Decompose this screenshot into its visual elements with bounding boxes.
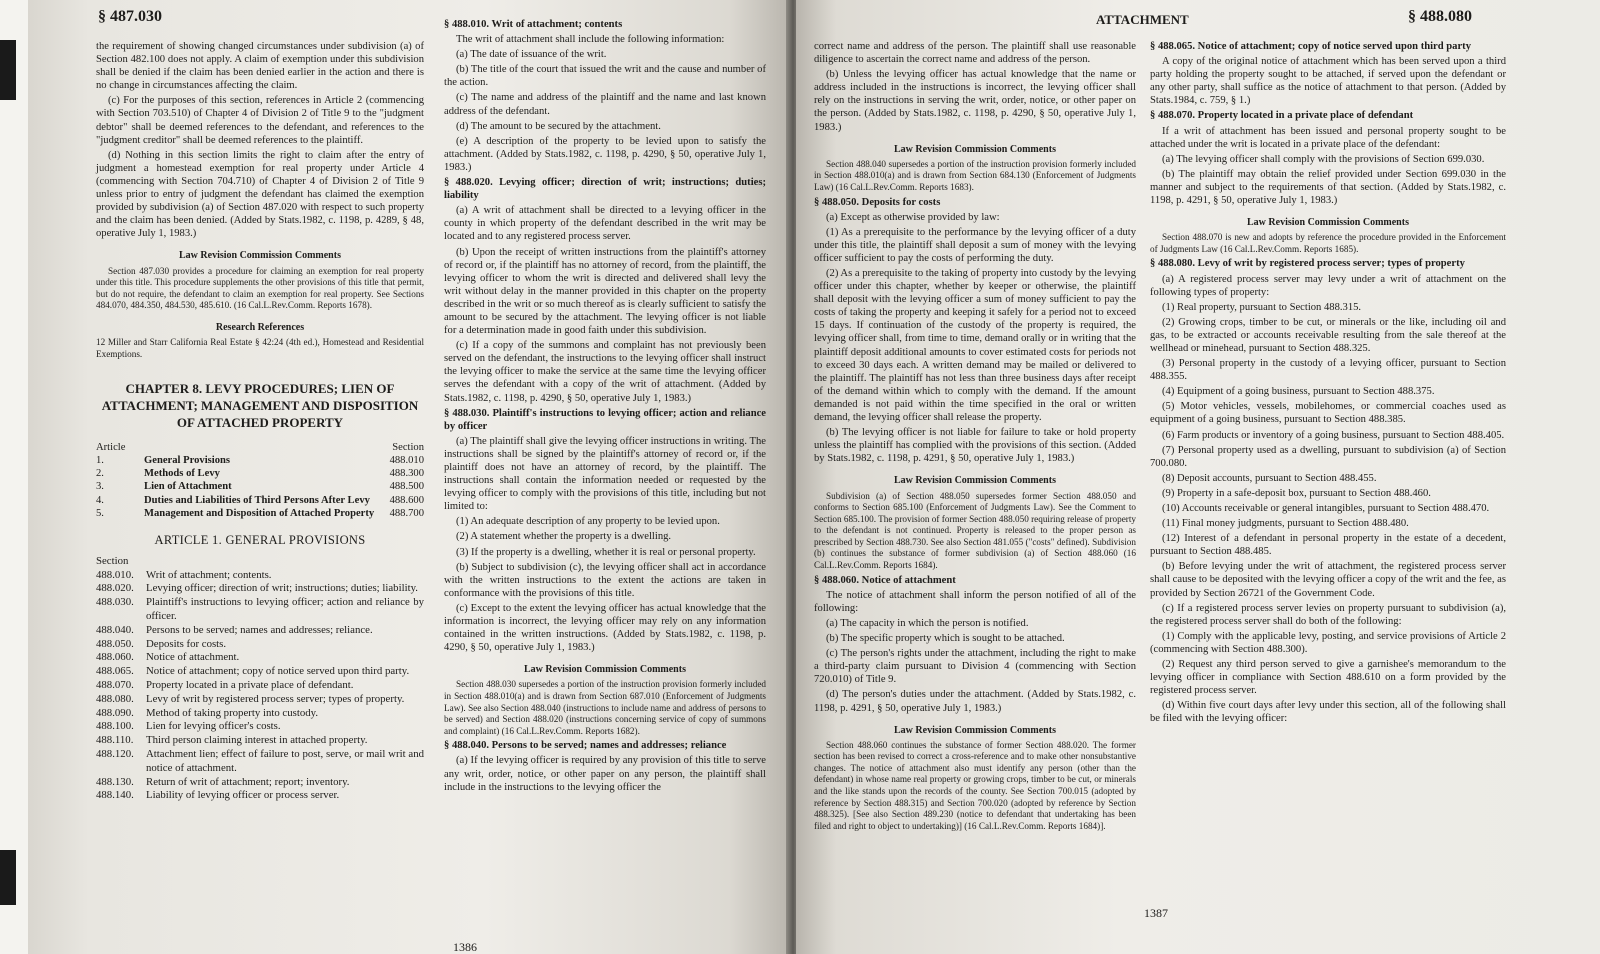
section-list-label: Section <box>96 554 129 567</box>
paragraph: (b) Upon the receipt of written instructions from the plaintiff's attorney of record or, if the plaintiff has no attorney of record, from the plaintiff, the levying officer to whom the writ is directed and delivered shall levy the writ without delay in the manner provided in this chapter on the property described in the writ or so much thereof as is clearly sufficient to satisfy the amount to be secured by the attachment. The levying officer is not liable for a determination made in good faith under this subdivision. <box>444 246 766 337</box>
section-heading: § 488.040. Persons to be served; names and addresses; reliance <box>444 740 727 752</box>
list-item: (e) A description of the property to be levied upon to satisfy the attachment. (Added by Stats.1982, c. 1198, p. 4290, § 50, operative July 1, 1983.) <box>444 135 766 173</box>
paragraph: (a) The plaintiff shall give the levying officer instructions in writing. The instructions shall be signed by the plaintiff's attorney of record or, if the plaintiff does not have an attorney of record, by the plaintiff. The instructions shall contain the information needed or requested by the levying officer to comply with the provisions of this title, including but not limited to: <box>444 435 766 513</box>
toc-article-label: Article <box>96 442 126 454</box>
left-column-2 <box>444 18 766 796</box>
index-tab <box>0 850 16 905</box>
list-item: (3) If the property is a dwelling, whether it is real or personal property. <box>456 546 756 558</box>
list-item: (3) Personal property in the custody of a levying officer, pursuant to Section 488.355. <box>1150 358 1506 383</box>
section-heading: § 488.030. Plaintiff's instructions to levying officer; action and reliance by officer <box>444 407 766 432</box>
section-list-item: 488.065. Notice of attachment; copy of notice served upon third party. <box>96 665 410 678</box>
paragraph: (c) If a registered process server levies on property pursuant to subdivision (a), the registered process server shall do both of the following: <box>1150 602 1506 627</box>
chapter-contents <box>96 441 424 520</box>
list-item: (4) Equipment of a going business, pursuant to Section 488.375. <box>1162 386 1435 398</box>
list-item: (b) The plaintiff may obtain the relief provided under Section 699.030 in the manner and subject to the requirements of that section. (Added by Stats.1982, c. 1198, p. 4291, § 50, operative July 1, 1983.) <box>1150 168 1506 207</box>
list-item: (a) The levying officer shall comply with the provisions of Section 699.030. <box>1162 153 1485 165</box>
list-item: (2) Request any third person served to give a garnishee's memorandum to the levying officer in compliance with Section 488.610 on a form provided by the registered process server. <box>1150 659 1506 697</box>
list-item: (11) Final money judgments, pursuant to Section 488.480. <box>1162 518 1409 530</box>
list-item: (8) Deposit accounts, pursuant to Section 488.455. <box>1162 472 1377 484</box>
comment-text: Subdivision (a) of Section 488.050 supersedes former Section 488.050 and conforms to Section 685.100 (Enforcement of Judgments Law). See the Comment to Section 685.100. The provision of former Section 488.050 requiring release of property to the defendant is not continued. Property is released to the proper person as prescribed by Section 488.730. See also Section 481.055 ("costs" defined). Subdivision (b) continues the substance of former subdivision (a) of Section 488.060 (16 Cal.L.Rev.Comm. Reports 1684). <box>814 490 1136 571</box>
paragraph: The notice of attachment shall inform the person notified of all of the following: <box>814 589 1136 614</box>
comment-heading: Law Revision Commission Comments <box>894 475 1056 487</box>
section-heading: § 488.050. Deposits for costs <box>814 196 941 208</box>
list-item: (2) Growing crops, timber to be cut, or minerals or the like, including oil and gas, to be extracted or accounts receivable resulting from the sale thereof at the wellhead or minehead, pursuant to Section 488.325. <box>1150 316 1506 354</box>
list-item: (d) The amount to be secured by the attachment. <box>456 120 661 132</box>
running-head: § 487.030 <box>98 8 162 25</box>
section-heading: § 488.010. Writ of attachment; contents <box>444 19 623 30</box>
paragraph: the requirement of showing changed circumstances under subdivision (a) of Section 482.100 does not apply. A claim of exemption under this subdivision shall be denied if the claim has been denied earlier in the action and there is no change in circumstances affecting the claim. <box>96 41 424 92</box>
list-item: (1) Comply with the applicable levy, posting, and service provisions of Article 2 (commencing with Section 488.300). <box>1150 630 1506 655</box>
paragraph: A copy of the original notice of attachment which has been served upon a third party holding the property sought to be attached, if served upon the defendant or any other party, shall suffice as the notice of attachment to that person. (Added by Stats.1984, c. 759, § 1.) <box>1150 56 1506 107</box>
paragraph: If a writ of attachment has been issued and personal property sought to be attached under the writ is located in a private place of the defendant: <box>1150 125 1506 150</box>
toc-row: 3. Lien of Attachment 488.500 <box>96 481 424 493</box>
page-number: 1386 <box>453 940 477 954</box>
toc-row: 2. Methods of Levy 488.300 <box>96 468 424 480</box>
section-list-item: 488.040. Persons to be served; names and addresses; reliance. <box>96 623 373 636</box>
section-list-item: 488.090. Method of taking property into custody. <box>96 706 319 719</box>
comment-text: Section 488.060 continues the substance of former Section 488.020. The former section has been revised to correct a cross-reference and to make other nonsubstantive changes. The notice of attachment also must identify any person (other than the defendant) in whose name real property or growing crops, timber to be cut, or minerals and the like stands upon the records of the county. See Section 700.015 (adopted by reference by Section 488.315) and Section 700.020 (adopted by reference by Section 488.325). [See also Section 489.230 (notice to defendant that undertaking has been filed and right to object to undertaking)] (16 Cal.L.Rev.Comm. Reports 1684)]. <box>814 739 1136 831</box>
toc-row: 5. Management and Disposition of Attached Property 488.700 <box>96 507 424 519</box>
comment-text: Section 487.030 provides a procedure for claiming an exemption for real property under this title. This procedure supplements the other provisions of this title that permit, but do not require, the defendant to claim an exemption for real property. See Sections 484.070, 484.350, 484.530, 485.610. (16 Cal.L.Rev.Comm. Reports 1678). <box>96 265 424 311</box>
paragraph: (a) A writ of attachment shall be directed to a levying officer in the county in which property of the defendant described in the writ may be located and to any registered process server. <box>444 205 766 243</box>
list-item: (7) Personal property used as a dwelling, pursuant to subdivision (a) of Section 700.080. <box>1150 444 1506 469</box>
research-heading: Research References <box>215 321 305 333</box>
section-list-item: 488.010. Writ of attachment; contents. <box>96 568 272 581</box>
comment-heading: Law Revision Commission Comments <box>179 250 341 262</box>
left-column-1 <box>96 40 424 803</box>
article-title: ARTICLE 1. GENERAL PROVISIONS <box>154 532 366 547</box>
comment-heading: Law Revision Commission Comments <box>894 724 1056 736</box>
research-text: 12 Miller and Starr California Real Estate § 42:24 (4th ed.), Homestead and Residential Exemptions. <box>96 336 424 359</box>
section-list-item: 488.130. Return of writ of attachment; report; inventory. <box>96 775 350 788</box>
section-heading: § 488.065. Notice of attachment; copy of notice served upon third party <box>1150 41 1472 52</box>
comment-heading: Law Revision Commission Comments <box>894 143 1056 155</box>
running-head: § 488.080 <box>1408 8 1472 25</box>
toc-row: 1. General Provisions 488.010 <box>96 455 424 467</box>
list-item: (2) A statement whether the property is a dwelling. <box>456 531 672 543</box>
section-list-item: 488.140. Liability of levying officer or process server. <box>96 789 340 802</box>
list-item: (10) Accounts receivable or general intangibles, pursuant to Section 488.470. <box>1162 503 1490 514</box>
paragraph: (1) As a prerequisite to the performance by the levying officer of a duty under this title, the plaintiff shall deposit a sum of money with the levying officer sufficient to pay the costs of performing the duty. <box>814 226 1136 264</box>
list-item: (6) Farm products or inventory of a going business, pursuant to Section 488.405. <box>1162 429 1505 441</box>
toc-row: 4. Duties and Liabilities of Third Persons After Levy 488.600 <box>96 494 424 506</box>
paragraph: (b) Subject to subdivision (c), the levying officer shall act in accordance with the written instructions to the extent the actions are taken in conformance with the provisions of this title. <box>444 561 766 599</box>
list-item: (a) The date of issuance of the writ. <box>456 49 607 61</box>
section-list-item: 488.030. Plaintiff's instructions to levying officer; action and reliance by officer. <box>96 596 424 622</box>
list-item: (9) Property in a safe-deposit box, pursuant to Section 488.460. <box>1162 487 1431 499</box>
right-column-1 <box>814 40 1136 834</box>
right-column-2 <box>1150 40 1506 728</box>
paragraph: (c) For the purposes of this section, references in Article 2 (commencing with Section 703.510) of Chapter 4 of Division 2 of Title 9 to the "judgment debtor" shall be deemed references to the defendant, and references to the "judgment creditor" shall be deemed references to the plaintiff. <box>96 95 424 146</box>
left-page <box>28 0 790 954</box>
index-tab <box>0 40 16 100</box>
section-list-item: 488.050. Deposits for costs. <box>96 637 227 650</box>
paragraph: (a) A registered process server may levy under a writ of attachment on the following types of property: <box>1150 273 1506 298</box>
list-item: (c) The person's rights under the attachment, including the right to make a third-party claim pursuant to Division 4 (commencing with Section 720.010) of Title 9. <box>814 648 1136 686</box>
paragraph: (d) Within five court days after levy under this section, all of the following shall be filed with the levying officer: <box>1150 700 1506 725</box>
section-list-item: 488.120. Attachment lien; effect of failure to post, serve, or mail writ and notice of attachment. <box>96 747 424 774</box>
list-item: (c) The name and address of the plaintiff and the name and last known address of the defendant. <box>444 92 766 117</box>
section-list <box>96 555 424 803</box>
comment-heading: Law Revision Commission Comments <box>1247 217 1409 229</box>
list-item: (5) Motor vehicles, vessels, mobilehomes, or commercial coaches used as equipment of a going business, pursuant to Section 488.385. <box>1150 401 1506 426</box>
comment-text: Section 488.070 is new and adopts by reference the procedure provided in the Enforcement of Judgments Law (16 Cal.L.Rev.Comm. Reports 1685). <box>1150 232 1506 254</box>
paragraph: (a) If the levying officer is required by any provision of this title to serve any writ, order, notice, or other paper on any person, the plaintiff shall include in the instructions to the levying officer the <box>444 755 766 793</box>
paragraph: The writ of attachment shall include the following information: <box>456 34 725 46</box>
section-heading: § 488.060. Notice of attachment <box>814 574 956 586</box>
paragraph: (b) Unless the levying officer has actual knowledge that the name or address included in the instructions is incorrect, the levying officer shall rely on the instructions in serving the writ, order, notice, or other paper on the person. (Added by Stats.1982, c. 1198, p. 4290, § 50, operative July 1, 1983.) <box>814 69 1136 133</box>
paragraph: (b) The levying officer is not liable for failure to take or hold property unless the plaintiff has complied with the provisions of this section. (Added by Stats.1982, c. 1198, p. 4291, § 50, operative July 1, 1983.) <box>814 427 1136 465</box>
list-item: (1) An adequate description of any property to be levied upon. <box>456 516 720 528</box>
chapter-title: CHAPTER 8. LEVY PROCEDURES; LIEN OF ATTACHMENT; MANAGEMENT AND DISPOSITION OF ATTACHED PROPERTY <box>101 381 419 431</box>
paragraph: (c) If a copy of the summons and complaint has not previously been served on the defendant, the instructions to the levying officer shall instruct the levying officer to make the service at the same time the levying officer serves the defendant with a copy of the writ of attachment. (Added by Stats.1982, c. 1198, p. 4290, § 50, operative July 1, 1983.) <box>444 340 766 404</box>
paragraph: (d) Nothing in this section limits the right to claim after the entry of judgment a homestead exemption for real property under Article 4 (commencing with Section 704.710) of Chapter 4 of Division 2 of Title 9 unless prior to entry of judgment the defendant has claimed the exemption provided by subdivision (a) of Section 487.020 with respect to such property and the claim has been denied. (Added by Stats.1982, c. 1198, p. 4289, § 48, operative July 1, 1983.) <box>96 149 424 240</box>
list-item: (1) Real property, pursuant to Section 488.315. <box>1162 301 1362 313</box>
list-item: (b) The title of the court that issued the writ and the cause and number of the action. <box>444 64 766 89</box>
list-item: (a) The capacity in which the person is notified. <box>826 617 1029 629</box>
page-number: 1387 <box>1144 906 1168 920</box>
section-heading: § 488.020. Levying officer; direction of writ; instructions; duties; liability <box>444 177 766 202</box>
section-list-item: 488.070. Property located in a private place of defendant. <box>96 678 354 691</box>
paragraph: (c) Except to the extent the levying officer has actual knowledge that the information is incorrect, the levying officer may rely on any information contained in the written instructions. (Added by Stats.1982, c. 1198, p. 4290, § 50, operative July 1, 1983.) <box>444 602 766 654</box>
list-item: (12) Interest of a defendant in personal property in the estate of a decedent, pursuant to Section 488.485. <box>1150 533 1506 558</box>
comment-text: Section 488.040 supersedes a portion of the instruction provision formerly included in Section 488.010(a) and is drawn from Section 684.130 (Enforcement of Judgments Law) (16 Cal.L.Rev.Comm. Reports 1683). <box>814 158 1136 192</box>
paragraph: correct name and address of the person. The plaintiff shall use reasonable diligence to ascertain the correct name and address of the person. <box>814 41 1136 66</box>
paragraph: (2) As a prerequisite to the taking of property into custody by the levying officer under this chapter, whether by keeper or otherwise, the plaintiff shall deposit with the levying officer a sum of money sufficient to pay the costs of taking the property and keeping it safely for a period not to exceed 15 days. If continuation of the custody of the property is required, the levying officer shall, from time to time, demand orally or in writing that the plaintiff deposit additional amounts to cover estimated costs for periods not to exceed 30 days each. A written demand may be mailed or delivered to the plaintiff. The plaintiff has not less than three business days after receipt of the demand within which to comply with the demand. If the amount demanded is not paid within the time specified in the oral or written demand, the levying officer shall release the property. <box>814 268 1136 424</box>
right-page <box>796 0 1600 954</box>
comment-text: Section 488.030 supersedes a portion of the instruction provision formerly included in Section 488.010(a) and is drawn from Section 687.010 (Enforcement of Judgments Law). See also Section 488.040 (instructions to include name and address of persons to be served) and Section 488.020 (instructions concerning service of copy of summons and complaint) (16 Cal.L.Rev.Comm. Reports 1682). <box>444 679 766 736</box>
paragraph: (b) Before levying under the writ of attachment, the registered process server shall cause to be deposited with the levying officer a copy of the writ and the fee, as provided by Section 26721 of the Government Code. <box>1150 561 1506 599</box>
section-list-item: 488.110. Third person claiming interest in attached property. <box>96 734 368 747</box>
section-list-item: 488.020. Levying officer; direction of writ; instructions; duties; liability. <box>96 582 418 595</box>
list-item: (b) The specific property which is sought to be attached. <box>826 633 1065 645</box>
toc-section-label: Section <box>392 442 424 454</box>
comment-heading: Law Revision Commission Comments <box>524 664 686 676</box>
section-heading: § 488.080. Levy of writ by registered process server; types of property <box>1150 258 1465 270</box>
list-item: (d) The person's duties under the attachment. (Added by Stats.1982, c. 1198, p. 4291, § 50, operative July 1, 1983.) <box>814 689 1136 714</box>
paragraph: (a) Except as otherwise provided by law: <box>826 211 1000 223</box>
section-list-item: 488.080. Levy of writ by registered process server; types of property. <box>96 692 405 705</box>
section-list-item: 488.060. Notice of attachment. <box>96 651 240 664</box>
section-heading: § 488.070. Property located in a private place of defendant <box>1150 110 1414 122</box>
center-running-head: ATTACHMENT <box>1096 12 1189 27</box>
page-stack-edge <box>0 0 28 954</box>
section-list-item: 488.100. Lien for levying officer's costs. <box>96 720 281 733</box>
